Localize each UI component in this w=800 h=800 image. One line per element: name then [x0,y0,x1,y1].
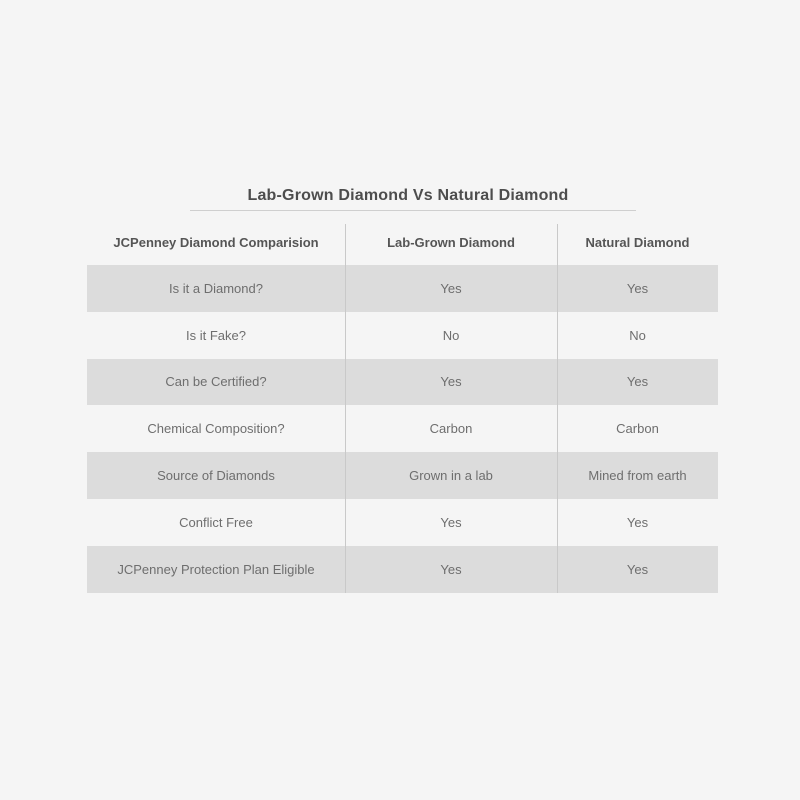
table-row [87,265,718,312]
comparison-table [87,220,718,593]
column-header-lab-grown: Lab-Grown Diamond [387,235,515,250]
table-row [87,359,718,406]
table-row [87,312,718,359]
table-row [87,546,718,593]
feature-cell: JCPenney Protection Plan Eligible [117,561,315,577]
column-header-natural: Natural Diamond [585,235,690,250]
table-row [87,405,718,452]
table-row [87,452,718,499]
table-row [87,499,718,546]
page-title: Lab-Grown Diamond Vs Natural Diamond [247,187,569,204]
natural-value-cell: Yes [626,280,649,296]
natural-value-cell: No [629,327,646,343]
lab-grown-value-cell: No [442,327,460,343]
table-header-row [87,220,718,265]
natural-value-cell: Yes [626,374,649,390]
lab-grown-value-cell: Carbon [429,421,473,437]
natural-value-cell: Yes [626,514,649,530]
lab-grown-value-cell: Yes [440,561,462,577]
natural-value-cell: Carbon [616,421,659,437]
title-underline-rule [190,210,636,211]
column-divider [345,224,346,593]
feature-cell: Chemical Composition? [147,421,285,437]
column-header-feature: JCPenney Diamond Comparision [113,235,319,250]
feature-cell: Is it Fake? [186,327,246,343]
feature-cell: Source of Diamonds [157,468,275,484]
natural-value-cell: Mined from earth [588,468,687,484]
feature-cell: Is it a Diamond? [169,280,263,296]
feature-cell: Conflict Free [179,514,253,530]
lab-grown-value-cell: Yes [440,280,462,296]
column-divider [557,224,558,593]
lab-grown-value-cell: Yes [440,514,462,530]
feature-cell: Can be Certified? [165,374,267,390]
lab-grown-value-cell: Yes [440,374,462,390]
lab-grown-value-cell: Grown in a lab [409,468,493,484]
natural-value-cell: Yes [626,561,649,577]
